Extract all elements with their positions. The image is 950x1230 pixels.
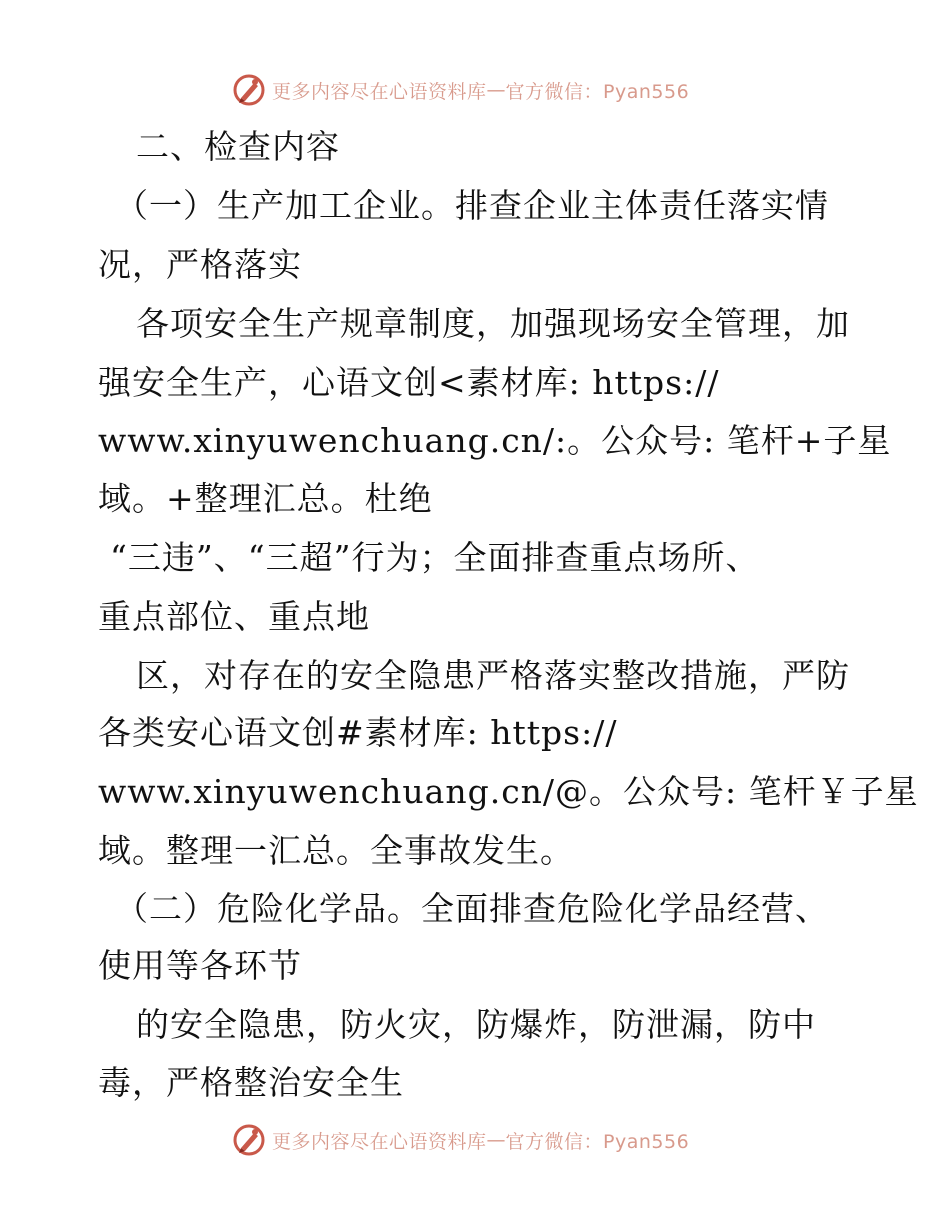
watermark-suffix: 官方微信：Pyan556: [505, 80, 690, 103]
pen-nib-logo-icon: [232, 73, 266, 107]
paragraph-line: 毒，严格整治安全生: [98, 1063, 404, 1102]
watermark-suffix: 官方微信：Pyan556: [505, 1130, 690, 1153]
paragraph-line: 强安全生产，心语文创<素材库: https://: [98, 363, 720, 402]
paragraph-line: 域。整理一汇总。全事故发生。: [98, 831, 574, 870]
paragraph-line: 重点部位、重点地: [98, 597, 370, 636]
paragraph-line: 况，严格落实: [98, 245, 302, 284]
watermark-separator: —: [486, 1129, 506, 1151]
paragraph-line: www.xinyuwenchuang.cn/@。公众号: 笔杆￥子星: [98, 772, 919, 811]
paragraph-line: 区，对存在的安全隐患严格落实整改措施，严防: [136, 656, 850, 695]
paragraph-line: “三违”、“三超”行为；全面排查重点场所、: [110, 538, 760, 577]
watermark-separator: —: [486, 79, 506, 101]
paragraph-line: （一）生产加工企业。排查企业主体责任落实情: [115, 186, 829, 225]
paragraph-line: 各类安心语文创#素材库: https://: [98, 713, 618, 752]
paragraph-line: 使用等各环节: [98, 946, 302, 985]
section-heading: 二、检查内容: [136, 127, 340, 166]
header-watermark-banner: [232, 70, 689, 110]
paragraph-line: 各项安全生产规章制度，加强现场安全管理，加: [136, 304, 850, 343]
paragraph-line: 的安全隐患，防火灾，防爆炸，防泄漏，防中: [136, 1005, 816, 1044]
watermark-text: 更多内容尽在心语资料库: [272, 80, 487, 103]
footer-watermark-banner: [232, 1120, 689, 1160]
watermark-text: 更多内容尽在心语资料库: [272, 1130, 487, 1153]
paragraph-line: （二）危险化学品。全面排查危险化学品经营、: [115, 889, 829, 928]
pen-nib-logo-icon: [232, 1123, 266, 1157]
paragraph-line: 域。+整理汇总。杜绝: [98, 479, 433, 518]
paragraph-line: www.xinyuwenchuang.cn/:。公众号: 笔杆+子星: [98, 421, 892, 460]
